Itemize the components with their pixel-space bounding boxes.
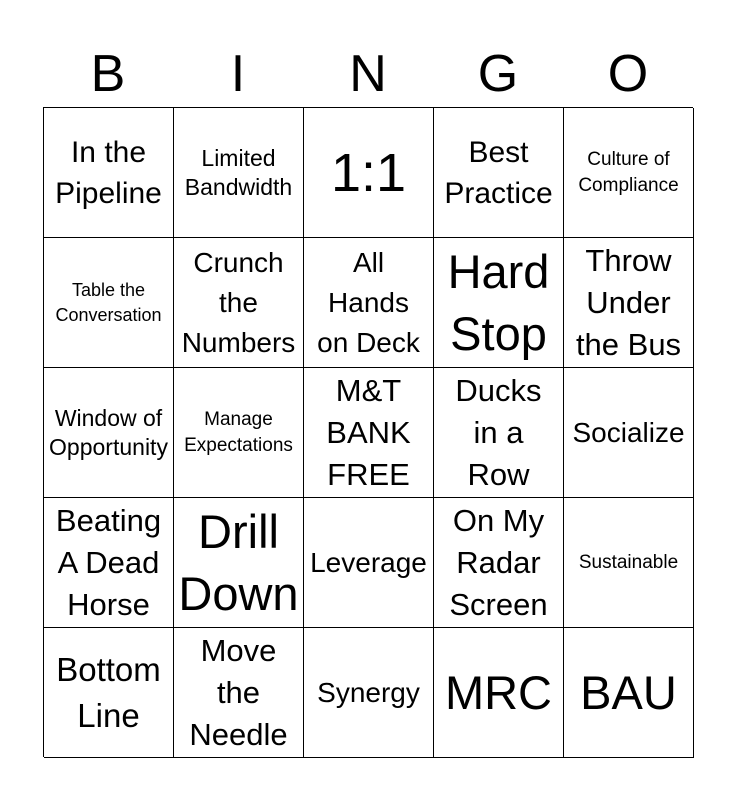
- cell-text: All Hands on Deck: [317, 246, 420, 358]
- bingo-cell[interactable]: [434, 628, 564, 758]
- bingo-cell[interactable]: [434, 238, 564, 368]
- bingo-cell[interactable]: [44, 368, 174, 498]
- cell-text: Beating A Dead Horse: [55, 502, 162, 622]
- bingo-cell[interactable]: [564, 238, 694, 368]
- cell-text: 1:1: [330, 142, 407, 203]
- bingo-cell[interactable]: [304, 238, 434, 368]
- cell-text: MRC: [444, 665, 553, 719]
- cell-text: Leverage: [310, 546, 427, 578]
- cell-text: Bottom Line: [56, 650, 161, 734]
- bingo-cell[interactable]: [174, 238, 304, 368]
- header-letter-n: N: [349, 45, 387, 103]
- cell-text: In the Pipeline: [55, 135, 162, 210]
- cell-text: On My Radar Screen: [449, 502, 548, 622]
- cell-text: Sustainable: [578, 551, 679, 573]
- bingo-cell[interactable]: [564, 628, 694, 758]
- bingo-cell[interactable]: [564, 368, 694, 498]
- bingo-cell[interactable]: [304, 368, 434, 498]
- header-letter-g: G: [477, 45, 519, 103]
- cell-text: Throw Under the Bus: [575, 242, 682, 362]
- bingo-cell[interactable]: [174, 368, 304, 498]
- bingo-cell[interactable]: [44, 498, 174, 628]
- bingo-cell[interactable]: [174, 498, 304, 628]
- bingo-cell[interactable]: [304, 498, 434, 628]
- header-letter-b: B: [90, 45, 126, 103]
- cell-text: Move the Needle: [189, 632, 288, 752]
- bingo-cell[interactable]: [174, 108, 304, 238]
- cell-text: Hard Stop: [447, 244, 550, 360]
- cell-text: Ducks in a Row: [455, 372, 542, 492]
- cell-text: Limited Bandwidth: [184, 144, 293, 200]
- bingo-card-grid: [43, 107, 693, 757]
- cell-text: BAU: [580, 665, 677, 719]
- cell-text: Culture of Compliance: [578, 148, 679, 196]
- bingo-cell[interactable]: [174, 628, 304, 758]
- bingo-cell[interactable]: [434, 108, 564, 238]
- cell-text: Best Practice: [444, 135, 553, 210]
- bingo-cell[interactable]: [304, 628, 434, 758]
- header-letter-o: O: [607, 45, 649, 103]
- cell-text: Synergy: [317, 676, 420, 708]
- cell-text: Table the Conversation: [55, 279, 162, 325]
- bingo-cell[interactable]: [44, 108, 174, 238]
- cell-text: Crunch the Numbers: [181, 246, 296, 358]
- bingo-cell[interactable]: [564, 498, 694, 628]
- bingo-cell[interactable]: [304, 108, 434, 238]
- bingo-cell[interactable]: [44, 628, 174, 758]
- cell-text: Drill Down: [178, 504, 299, 620]
- bingo-cell[interactable]: [44, 238, 174, 368]
- bingo-header: [43, 40, 693, 108]
- cell-text: Window of Opportunity: [49, 404, 168, 460]
- cell-text: M&T BANK FREE: [326, 372, 411, 492]
- bingo-cell[interactable]: [434, 368, 564, 498]
- bingo-cell[interactable]: [434, 498, 564, 628]
- cell-text: Manage Expectations: [184, 408, 293, 456]
- cell-text: Socialize: [572, 416, 685, 448]
- bingo-cell[interactable]: [564, 108, 694, 238]
- header-letter-i: I: [230, 45, 246, 103]
